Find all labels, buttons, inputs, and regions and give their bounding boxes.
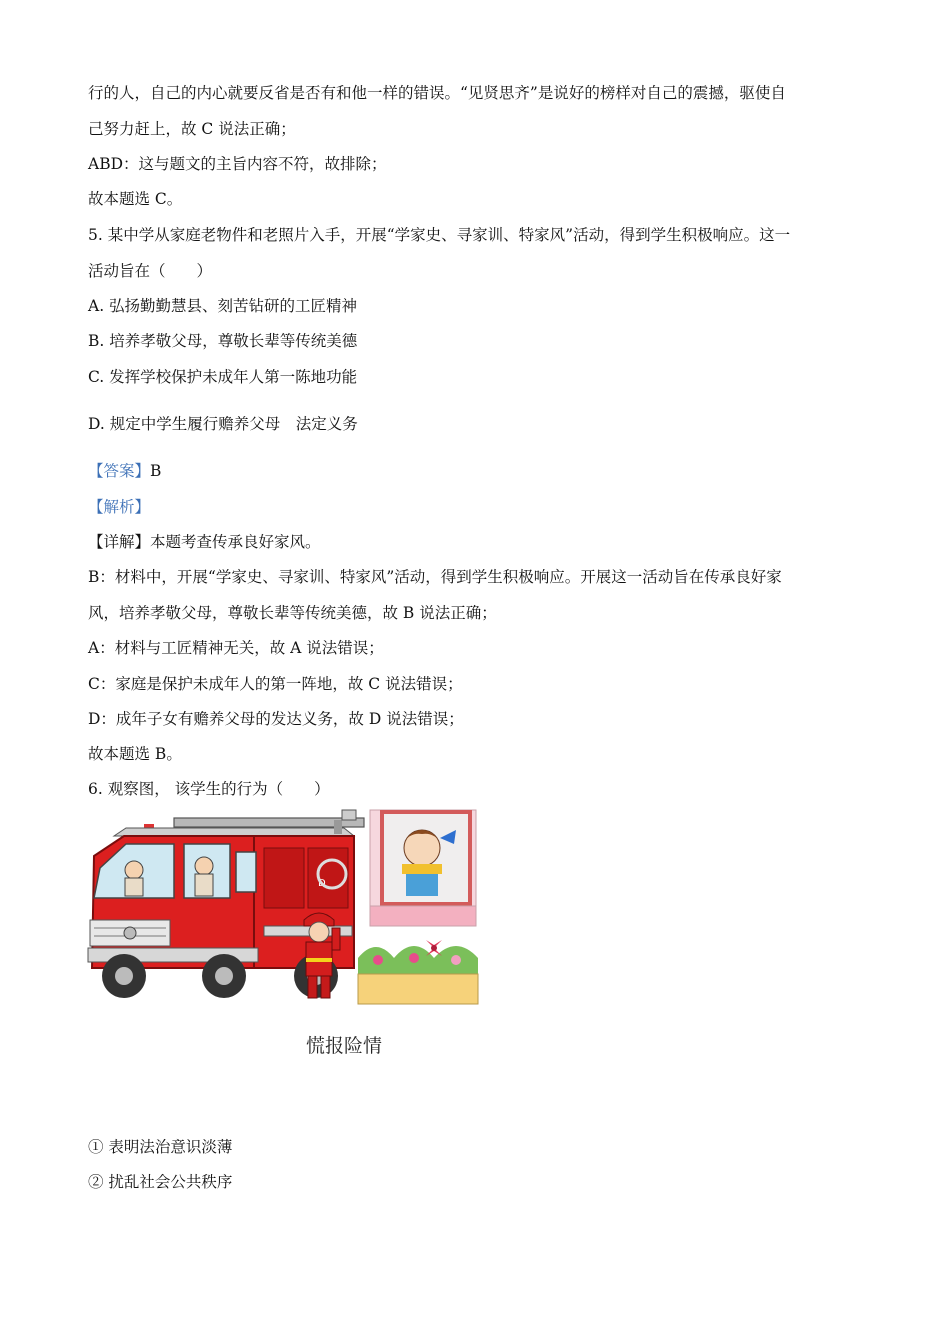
option-b: B. 培养孝敬父母，尊敬长辈等传统美德 [88,332,358,350]
option-c: C. 发挥学校保护未成年人第一陈地功能 [88,368,358,386]
image-caption: 慌报险情 [306,1035,383,1057]
truck-plate-label: D [318,878,326,889]
fire-alarm-illustration [84,808,484,1013]
explain-line: B：材料中，开展“学家史、寻家训、特家风”活动，得到学生积极响应。开展这一活动旨在传承良好家 [88,568,782,586]
analysis-line [88,496,150,518]
question-6-stem: 6. 观察图， 该学生的行为（ ） [88,780,330,798]
explain-line: C：家庭是保护未成年人的第一阵地，故 C 说法错误； [88,675,463,693]
explain-line: A：材料与工匠精神无关，故 A 说法错误； [88,639,384,657]
option-d: D. 规定中学生履行赡养父母 法定义务 [88,415,358,433]
explain-line: D：成年子女有赡养父母的发达义务，故 D 说法错误； [88,710,464,728]
explain-line: 故本题选 B。 [88,745,182,763]
text-line: ABD：这与题文的主旨内容不符，故排除； [88,155,387,173]
option-a: A. 弘扬勤勤慧县、刻苦钻研的工匠精神 [88,297,358,315]
flower-planter-icon [358,932,478,1004]
text-line: 故本题选 C。 [88,190,183,208]
text-line: 行的人，自己的内心就要反省是否有和他一样的错误。“见贤思齐”是说好的榜样对自己的震撼，驱使自 [88,84,786,102]
explain-line: 风，培养孝敬父母，尊敬长辈等传统美德，故 B 说法正确； [88,604,497,622]
analysis-tag: 【解析】 [88,498,151,516]
text-line: 己努力赶上，故 C 说法正确； [88,120,296,138]
option-6-2: ② 扰乱社会公共秩序 [88,1173,233,1191]
answer-value: B [150,462,162,480]
detail-line [88,531,321,553]
girl-at-window-icon [370,810,476,926]
detail-text: 本题考查传承良好家风。 [150,533,321,551]
answer-tag: 【答案】 [88,462,151,480]
question-5-stem-cont: 活动旨在（ ） [88,262,213,280]
question-5-stem: 5. 某中学从家庭老物件和老照片入手，开展“学家史、寻家训、特家风”活动，得到学生积极响应。这一 [88,226,791,244]
answer-line [88,460,161,482]
detail-tag: 【详解】 [88,533,151,551]
option-6-1: ① 表明法治意识淡薄 [88,1138,233,1156]
